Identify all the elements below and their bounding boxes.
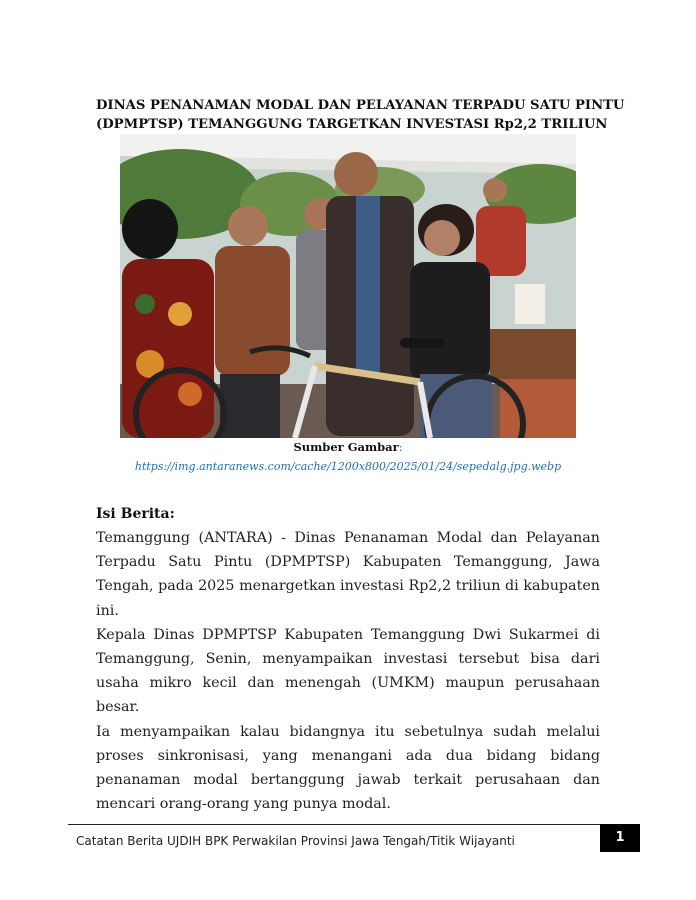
- page-number: 1: [600, 824, 640, 852]
- image-source-label-text: Sumber Gambar: [293, 440, 399, 454]
- article-title-line-2: (DPMPTSP) TEMANGGUNG TARGETKAN INVESTASI Rp2,2 TRILIUN: [96, 117, 608, 132]
- article-title-line-1: DINAS PENANAMAN MODAL DAN PELAYANAN TERPADU SATU PINTU: [96, 98, 625, 113]
- section-heading: Isi Berita:: [96, 506, 175, 522]
- article-title: [96, 96, 625, 134]
- image-source-label: [96, 440, 600, 455]
- article-paragraph-2: Kepala Dinas DPMPTSP Kabupaten Temanggung Dwi Sukarmei di Temanggung, Senin, menyampaikan investasi tersebut bisa dari usaha mikro kecil dan menengah (UMKM) maupun perusahaan besar.: [96, 626, 600, 716]
- footer-divider: [68, 824, 640, 825]
- article-body: [96, 526, 600, 816]
- footer-text: Catatan Berita UJDIH BPK Perwakilan Provinsi Jawa Tengah/Titik Wijayanti: [76, 834, 515, 848]
- news-photo: [120, 134, 576, 438]
- image-source-link[interactable]: https://img.antaranews.com/cache/1200x800/2025/01/24/sepedalg.jpg.webp: [134, 460, 562, 473]
- article-paragraph-1: Temanggung (ANTARA) - Dinas Penanaman Modal dan Pelayanan Terpadu Satu Pintu (DPMPTSP) Kabupaten Temanggung, Jawa Tengah, pada 2025 menargetkan investasi Rp2,2 triliun di kabupaten ini.: [96, 530, 600, 619]
- article-paragraph-3: Ia menyampaikan kalau bidangnya itu sebetulnya sudah melalui proses sinkronisasi, yang menangani ada dua bidang bidang penanaman modal bertanggung jawab terkait perusahaan dan mencari orang-orang yang punya modal.: [96, 723, 600, 813]
- image-source-colon: :: [398, 440, 403, 454]
